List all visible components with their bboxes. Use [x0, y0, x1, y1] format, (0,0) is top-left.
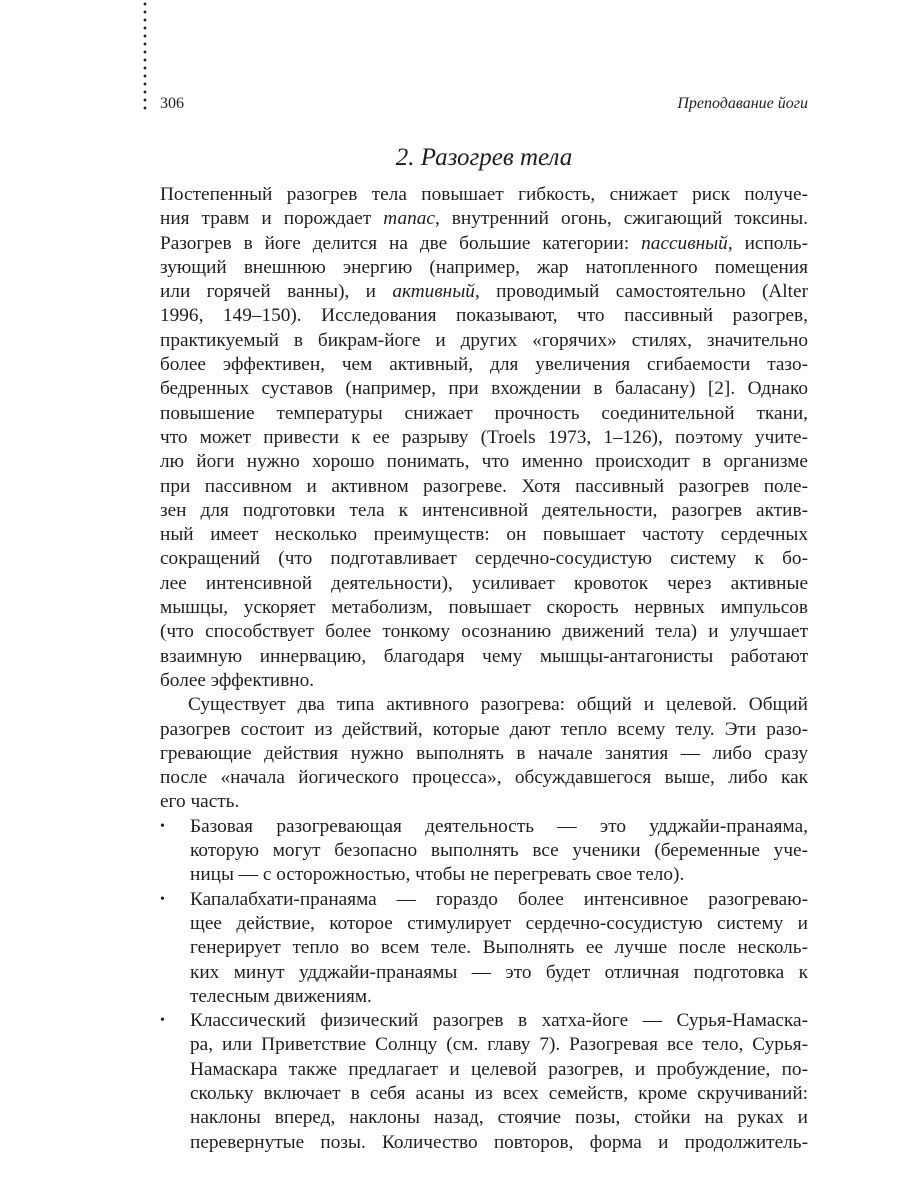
list-item: [160, 815, 808, 888]
text-line: лю йоги нужно хорошо понимать, что именно происходит в организме: [160, 451, 808, 473]
text-line: зен для подготовки тела к интенсивной деятельности, разогрев актив-: [160, 499, 808, 521]
bullet-icon: •: [160, 818, 165, 834]
text-run: , внутренний огонь, сжигающий токсины.: [434, 208, 809, 230]
text-line: более эффективно.: [160, 669, 315, 691]
page-number: 306: [160, 95, 184, 112]
text-line: наклоны вперед, наклоны назад, стоячие позы, стойки на руках и: [190, 1107, 808, 1129]
paragraph-2: [160, 693, 808, 814]
text-line: повышение температуры снижает прочность соединительной ткани,: [160, 402, 808, 424]
text-line: Капалабхати-пранаяма — гораздо более интенсивное разогреваю-: [190, 888, 808, 910]
text-run: или горячей ванны), и: [160, 281, 393, 303]
running-header: [160, 95, 808, 117]
text-line: Намаскара также предлагает и целевой разогрев, и пробуждение, по-: [190, 1058, 808, 1080]
text-line: перевернутые позы. Количество повторов, форма и продолжитель-: [190, 1131, 808, 1153]
text-line: ный имеет несколько преимуществ: он повышает частоту сердечных: [160, 524, 808, 546]
text-line: Постепенный разогрев тела повышает гибкость, снижает риск получе-: [160, 184, 808, 205]
text-line: лее интенсивной деятельности), усиливает кровоток через активные: [160, 572, 808, 594]
bullet-icon: •: [160, 1013, 165, 1029]
text-line: взаимную иннервацию, благодаря чему мышцы-антагонисты работают: [160, 645, 808, 667]
term-active: активный: [392, 281, 475, 303]
bullet-list: [160, 815, 808, 1155]
text-line: при пассивном и активном разогреве. Хотя пассивный разогрев поле-: [160, 475, 808, 497]
text-run: , исполь-: [727, 232, 808, 254]
term-tapas: тапас: [383, 208, 435, 230]
list-item: [160, 888, 808, 1009]
text-line: генерирует тепло во всем теле. Выполнять ее лучше после несколь-: [190, 937, 808, 959]
text-line: что может привести к ее разрыву (Troels 1973, 1–126), поэтому учите-: [160, 426, 808, 448]
text-line: Базовая разогревающая деятельность — это удджайи-пранаяма,: [190, 815, 808, 837]
section-title: 2. Разогрев тела: [395, 144, 573, 171]
text-line: ра, или Приветствие Солнцу (см. главу 7). Разогревая все тело, Сурья-: [190, 1034, 808, 1056]
list-item: [160, 1009, 808, 1155]
text-line: его часть.: [160, 791, 240, 813]
text-line: [160, 280, 808, 304]
text-line: зующий внешнюю энергию (например, жар натопленного помещения: [160, 256, 808, 278]
text-line: ких минут удджайи-пранаямы — это будет отличная подготовка к: [190, 961, 808, 983]
text-line: бедренных суставов (например, при вхождении в баласану) [2]. Однако: [160, 378, 808, 400]
text-line: [160, 232, 808, 256]
text-run: Разогрев в йоге делится на две большие категории:: [160, 232, 642, 254]
text-line: 1996, 149–150). Исследования показывают, что пассивный разогрев,: [160, 305, 808, 327]
text-line: (что способствует более тонкому осознанию движений тела) и улучшает: [160, 621, 808, 643]
bullet-icon: •: [160, 891, 165, 907]
text-line: телесным движениям.: [190, 985, 372, 1007]
text-line: гревающие действия нужно выполнять в начале занятия — либо сразу: [160, 742, 808, 764]
text-line: Классический физический разогрев в хатха-йоге — Сурья-Намаска-: [190, 1010, 808, 1032]
body-text: [160, 183, 808, 1155]
term-passive: пассивный: [641, 232, 728, 254]
text-line: скольку включает в себя асаны из всех семейств, кроме скручиваний:: [190, 1082, 808, 1104]
text-line: щее действие, которое стимулирует сердечно-сосудистую систему и: [190, 912, 808, 934]
paragraph-1: [160, 183, 808, 693]
text-line: которую могут безопасно выполнять все ученики (беременные уче-: [190, 840, 808, 862]
text-line: более эффективен, чем активный, для увеличения сгибаемости тазо-: [160, 354, 808, 376]
running-title: Преподавание йоги: [677, 95, 808, 112]
text-line: сокращений (что подготавливает сердечно-сосудистую систему к бо-: [160, 548, 808, 570]
page-edge-dotted-line: [143, 0, 147, 112]
text-line: после «начала йогического процесса», обсуждавшегося выше, либо как: [160, 767, 808, 789]
text-line: Существует два типа активного разогрева: общий и целевой. Общий: [188, 694, 808, 716]
text-line: разогрев состоит из действий, которые дают тепло всему телу. Эти разо-: [160, 718, 808, 740]
text-line: [160, 207, 808, 231]
text-run: , проводимый самостоятельно (Alter: [474, 281, 808, 303]
text-line: ницы — с осторожностью, чтобы не перегревать свое тело).: [190, 864, 685, 886]
text-line: мышцы, ускоряет метаболизм, повышает скорость нервных импульсов: [160, 597, 808, 619]
text-run: ния травм и порождает: [160, 208, 384, 230]
text-line: практикуемый в бикрам-йоге и других «горячих» стилях, значительно: [160, 329, 808, 351]
